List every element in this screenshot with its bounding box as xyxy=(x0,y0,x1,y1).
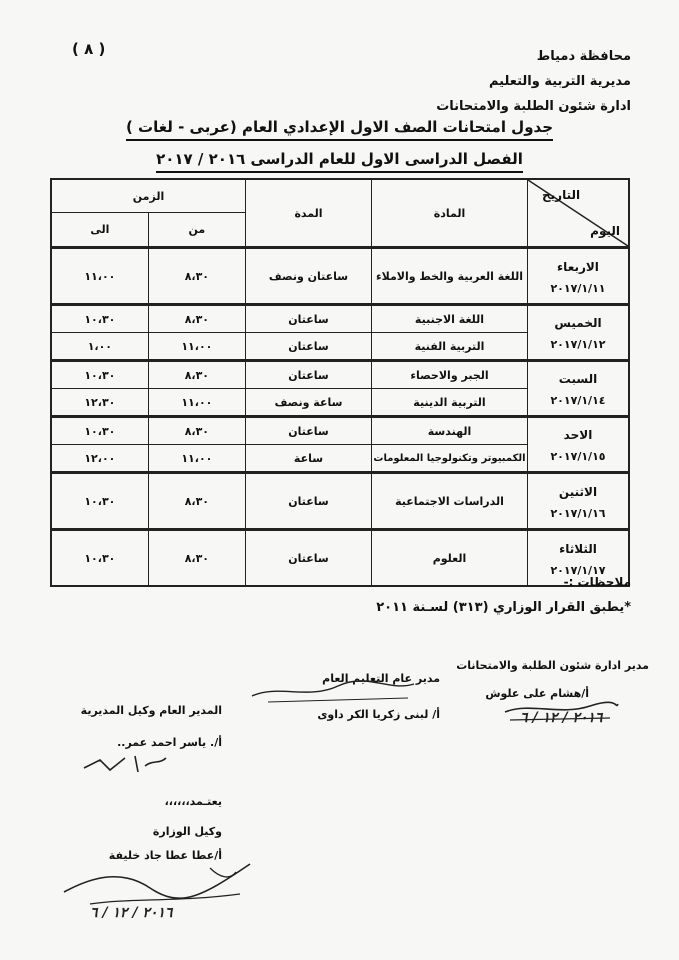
duration-cell: ساعة xyxy=(246,445,372,473)
time-header: الزمن xyxy=(51,179,246,213)
day-cell xyxy=(528,248,630,305)
handwritten-signature xyxy=(80,750,170,780)
from-cell: ٨،٣٠ xyxy=(148,248,245,305)
subject-cell: الدراسات الاجتماعية xyxy=(372,473,528,530)
day-header-label: اليوم xyxy=(590,224,620,238)
from-cell: ٨،٣٠ xyxy=(148,530,245,587)
letterhead xyxy=(436,44,631,119)
table-row xyxy=(51,305,629,333)
day-cell xyxy=(528,417,630,473)
to-header: الى xyxy=(51,213,148,248)
duration-cell: ساعتان xyxy=(246,473,372,530)
notes-text: *يطبق القرار الوزاري (٣١٣) لسـنة ٢٠١١ xyxy=(376,600,631,615)
signature-title: مدير عام التعليم العام xyxy=(322,672,440,685)
to-cell: ١٠،٣٠ xyxy=(51,417,148,445)
subject-cell: التربية الدينية xyxy=(372,389,528,417)
exam-date: ٢٠١٧/١/١٦ xyxy=(550,506,606,520)
duration-cell: ساعتان xyxy=(246,530,372,587)
to-cell: ١٠،٣٠ xyxy=(51,361,148,389)
document-title xyxy=(0,118,679,136)
day-name: الاحد xyxy=(563,428,593,442)
from-cell: ٨،٣٠ xyxy=(148,417,245,445)
table-row xyxy=(51,248,629,305)
table-row xyxy=(51,361,629,389)
day-name: الاثنين xyxy=(558,484,598,499)
duration-cell: ساعتان xyxy=(246,305,372,333)
day-cell xyxy=(528,473,630,530)
to-cell: ١٢،٣٠ xyxy=(51,389,148,417)
signature-block-director xyxy=(62,700,222,754)
signature-title: وكيل الوزارة xyxy=(152,825,222,838)
table-row xyxy=(51,530,629,587)
from-cell: ١١،٠٠ xyxy=(148,445,245,473)
exam-schedule-table xyxy=(50,178,630,587)
subject-cell: الكمبيوتر وتكنولوجيا المعلومات xyxy=(372,445,528,473)
duration-cell: ساعتان xyxy=(246,333,372,361)
signature-name: أ/عطا عطا جاد خليفة xyxy=(108,849,222,862)
to-cell: ١،٠٠ xyxy=(51,333,148,361)
to-cell: ١٠،٣٠ xyxy=(51,530,148,587)
day-name: الاربعاء xyxy=(557,259,599,274)
exam-date: ٢٠١٧/١/١١ xyxy=(550,281,606,295)
handwritten-date: ٢٠١٦ / ١٢ / ٦ xyxy=(520,710,603,726)
to-cell: ١١،٠٠ xyxy=(51,248,148,305)
header-directorate: مديرية التربية والتعليم xyxy=(488,74,631,89)
duration-cell: ساعتان ونصف xyxy=(246,248,372,305)
signature-name: أ/. ياسر احمد عمر.. xyxy=(117,736,222,749)
day-name: الخميس xyxy=(554,316,602,330)
date-header-label: التاريخ xyxy=(542,188,581,202)
subject-cell: التربية الفنية xyxy=(372,333,528,361)
document-subtitle xyxy=(0,150,679,168)
table-row xyxy=(51,473,629,530)
from-cell: ٨،٣٠ xyxy=(148,473,245,530)
day-cell xyxy=(528,305,630,361)
exam-date: ٢٠١٧/١/١٥ xyxy=(550,450,606,463)
subject-cell: اللغة العربية والخط والاملاء xyxy=(372,248,528,305)
day-name: السبت xyxy=(558,372,598,386)
signature-title: مدير ادارة شئون الطلبة والامتحانات xyxy=(456,659,649,672)
duration-cell: ساعتان xyxy=(246,361,372,389)
from-cell: ١١،٠٠ xyxy=(148,333,245,361)
header-department: ادارة شئون الطلبة والامتحانات xyxy=(436,99,631,114)
signature-title: المدير العام وكيل المديرية xyxy=(80,704,222,717)
duration-cell: ساعة ونصف xyxy=(246,389,372,417)
subject-cell: العلوم xyxy=(372,530,528,587)
to-cell: ١٠،٣٠ xyxy=(51,305,148,333)
from-header: من xyxy=(148,213,245,248)
notes-title: ملاحظات :- xyxy=(563,575,631,589)
from-cell: ٨،٣٠ xyxy=(148,361,245,389)
day-cell xyxy=(528,361,630,417)
subject-cell: الجبر والاحصاء xyxy=(372,361,528,389)
table-row xyxy=(51,417,629,445)
duration-cell: ساعتان xyxy=(246,417,372,445)
document-title-text: جدول امتحانات الصف الاول الإعدادي العام (عربى - لغات ) xyxy=(126,118,553,141)
handwritten-signature xyxy=(248,676,418,706)
from-cell: ٨،٣٠ xyxy=(148,305,245,333)
header-governorate: محافظة دمياط xyxy=(536,49,631,64)
approval-label: يعتـمد،،،،،، xyxy=(164,795,222,808)
subject-cell: الهندسة xyxy=(372,417,528,445)
to-cell: ١٢،٠٠ xyxy=(51,445,148,473)
signature-name: أ/هشام على علوش xyxy=(485,687,589,700)
document-subtitle-text: الفصل الدراسى الاول للعام الدراسى ٢٠١٦ / ٢٠١٧ xyxy=(156,150,523,173)
handwritten-date: ٢٠١٦ / ١٢ / ٦ xyxy=(90,905,173,921)
from-cell: ١١،٠٠ xyxy=(148,389,245,417)
duration-header: المدة xyxy=(246,179,372,248)
page-number: ( ٨ ) xyxy=(72,40,106,58)
exam-date: ٢٠١٧/١/١٤ xyxy=(550,394,606,407)
subject-cell: اللغة الاجنبية xyxy=(372,305,528,333)
signature-name: أ/ لبنى زكريا الكر داوى xyxy=(317,708,440,721)
subject-header: المادة xyxy=(372,179,528,248)
exam-date: ٢٠١٧/١/١٢ xyxy=(550,338,606,351)
exam-date: ٢٠١٧/١/١٧ xyxy=(550,563,606,577)
signature-block-deputy-minister xyxy=(62,790,222,868)
day-name: الثلاثاء xyxy=(559,541,597,556)
date-day-header xyxy=(528,179,630,248)
to-cell: ١٠،٣٠ xyxy=(51,473,148,530)
